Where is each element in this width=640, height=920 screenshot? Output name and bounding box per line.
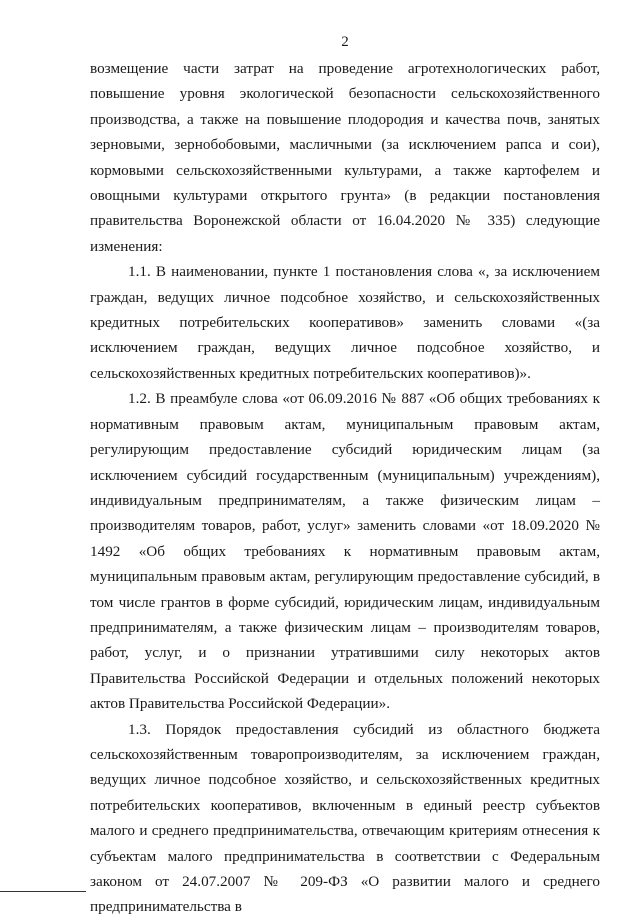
paragraph-1-2: 1.2. В преамбуле слова «от 06.09.2016 № 887 «Об общих требованиях к нормативным правовым актам, муниципальным правовым актам, регулирующим предоставление субсидий юридическим лицам (за исключением субсидий государственным (муниципальным) учреждениям), индивидуальным предпринимателям, а также физическим лицам – производителям товаров, работ, услуг» заменить словами «от 18.09.2020 № 1492 «Об общих требованиях к нормативным правовым актам, муниципальным правовым актам, регулирующим предоставление субсидий, в том числе грантов в форме субсидий, юридическим лицам, индивидуальным предпринимателям, а также физическим лицам – производителям товаров, работ, услуг, и о признании утратившими силу некоторых актов Правительства Российской Федерации и отдельных положений некоторых актов Правительства Российской Федерации». [90,390,600,713]
paragraph-intro-continuation: возмещение части затрат на проведение агротехнологических работ, повышение уровня экологической безопасности сельскохозяйственного производства, а также на повышение плодородия и качества почв, занятых зерновыми, зернобобовыми, масличными (за исключением рапса и сои), кормовыми сельскохозяйственными культурами, а также картофелем и овощными культурами открытого грунта» (в редакции постановления правительства Воронежской области от 16.04.2020 № 335) следующие изменения: [90,60,600,255]
page-number: 2 [341,34,349,50]
document-body [90,56,600,920]
footnote-divider [0,891,86,892]
paragraph-1-3: 1.3. Порядок предоставления субсидий из областного бюджета сельскохозяйственным товаропроизводителям, за исключением граждан, ведущих личное подсобное хозяйство, и сельскохозяйственных кредитных потребительских кооперативов, включенным в единый реестр субъектов малого и среднего предпринимательства, отвечающим критериям отнесения к субъектам малого предпринимательства в соответствии с Федеральным законом от 24.07.2007 № 209-ФЗ «О развитии малого и среднего предпринимательства в [90,720,600,916]
paragraph-1-1: 1.1. В наименовании, пункте 1 постановления слова «, за исключением граждан, ведущих личное подсобное хозяйство, и сельскохозяйственных кредитных потребительских кооперативов» заменить словами «(за исключением граждан, ведущих личное подсобное хозяйство, и сельскохозяйственных кредитных потребительских кооперативов)». [90,263,600,382]
